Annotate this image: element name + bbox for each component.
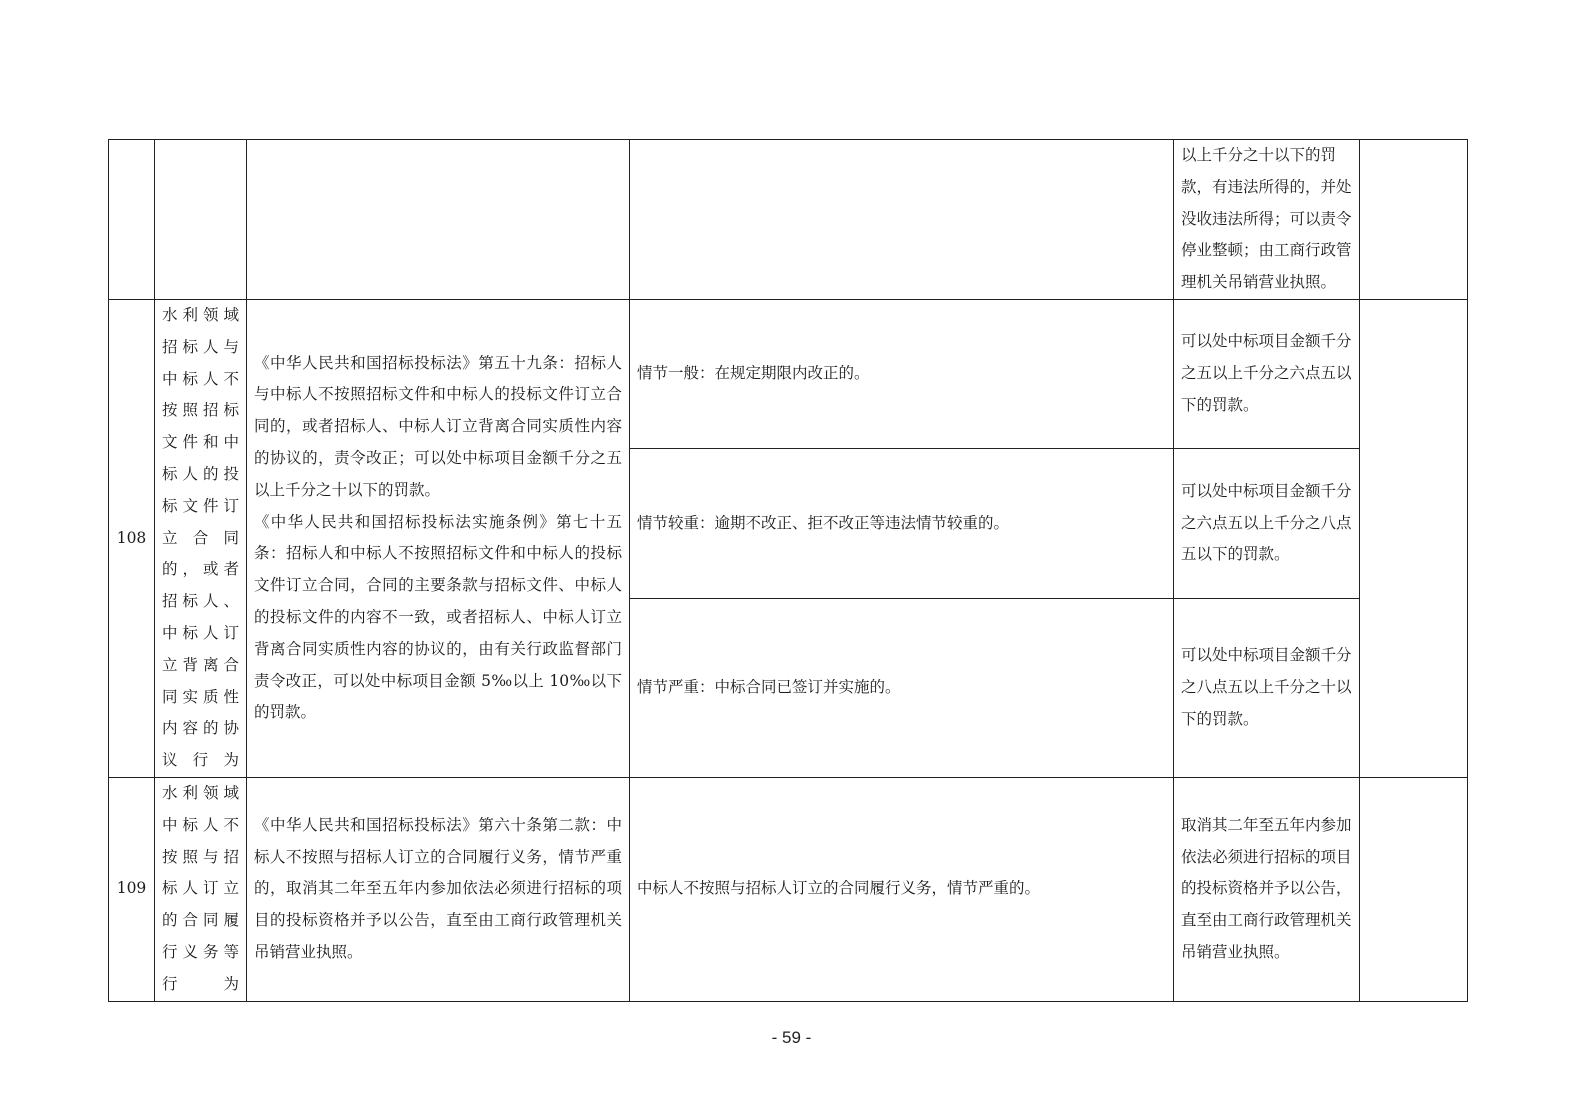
legal-basis-clause: 《中华人民共和国招标投标法实施条例》第七十五条：招标人和中标人不按照招标文件和中标人的投标文件订立合同，合同的主要条款与招标文件、中标人的投标文件的内容不一致，或者招标人、中标人订立背离合同实质性内容的协议的，由有关行政监督部门责令改正，可以处中标项目金额 5‰以上 10‰以下的罚款。 [254, 512, 622, 722]
circumstance: 情节一般：在规定期限内改正的。 [630, 300, 1174, 449]
penalty-standard-cell: 以上千分之十以下的罚款，有违法所得的，并处没收违法所得；可以责令停业整顿；由工商行政管理机关吊销营业执照。 [1174, 140, 1360, 300]
penalty-standard: 可以处中标项目金额千分之六点五以上千分之八点五以下的罚款。 [1174, 449, 1360, 598]
page-number: - 59 - [771, 1028, 812, 1047]
legal-basis [247, 777, 630, 1001]
legal-basis [247, 300, 630, 778]
legal-basis-clause: 《中华人民共和国招标投标法》第六十条第二款：中标人不按照与招标人订立的合同履行义务，情节严重的，取消其二年至五年内参加依法必须进行招标的项目的投标资格并予以公告，直至由工商行政管理机关吊销营业执照。 [254, 815, 622, 961]
violation-behavior: 水利领域中标人不按照与招标人订立的合同履行义务等行为 [155, 777, 247, 1001]
circumstance: 中标人不按照与招标人订立的合同履行义务，情节严重的。 [630, 777, 1174, 1001]
table-row-109 [109, 777, 1468, 1001]
penalty-standard: 取消其二年至五年内参加依法必须进行招标的项目的投标资格并予以公告，直至由工商行政管理机关吊销营业执照。 [1174, 777, 1360, 1001]
remark-cell [1360, 777, 1468, 1001]
legal-basis-cell [247, 140, 630, 300]
remark-cell [1360, 300, 1468, 778]
penalty-standard: 可以处中标项目金额千分之八点五以上千分之十以下的罚款。 [1174, 598, 1360, 777]
violation-behavior: 水利领域招标人与中标人不按照招标文件和中标人的投标文件订立合同的，或者招标人、中标人订立背离合同实质性内容的协议行为 [155, 300, 247, 778]
behavior-cell [155, 140, 247, 300]
circumstance: 情节较重：逾期不改正、拒不改正等违法情节较重的。 [630, 449, 1174, 598]
table-row-continued [109, 140, 1468, 300]
remark-cell [1360, 140, 1468, 300]
penalty-standards-table [108, 139, 1468, 1002]
circumstance: 情节严重：中标合同已签订并实施的。 [630, 598, 1174, 777]
row-number: 109 [109, 777, 155, 1001]
penalty-standard: 可以处中标项目金额千分之五以上千分之六点五以下的罚款。 [1174, 300, 1360, 449]
circumstance-cell [630, 140, 1174, 300]
row-number: 108 [109, 300, 155, 778]
row-number-cell [109, 140, 155, 300]
table-row-108 [109, 300, 1468, 449]
legal-basis-clause: 《中华人民共和国招标投标法》第五十九条：招标人与中标人不按照招标文件和中标人的投标文件订立合同的，或者招标人、中标人订立背离合同实质性内容的协议的，责令改正；可以处中标项目金额千分之五以上千分之十以下的罚款。 [254, 353, 622, 499]
